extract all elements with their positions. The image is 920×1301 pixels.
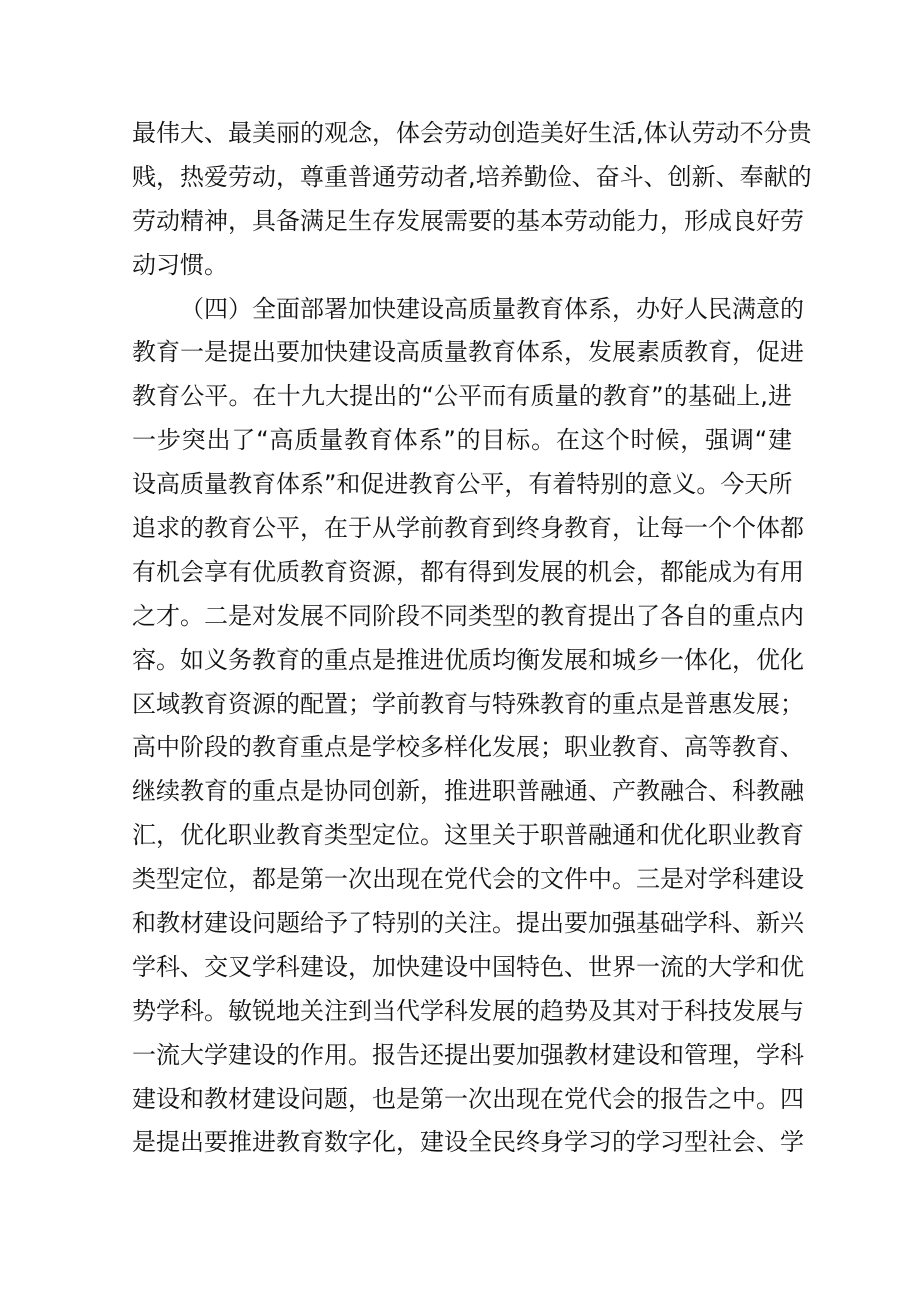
text-line: 动习惯。 [132, 250, 228, 279]
text-line: 之才。二是对发展不同阶段不同类型的教育提出了各自的重点内 [132, 601, 804, 630]
text-line: 教育一是提出要加快建设高质量教育体系，发展素质教育，促进 [132, 338, 804, 367]
text-line: 和教材建设问题给予了特别的关注。提出要加强基础学科、新兴 [132, 909, 804, 938]
text-line: 势学科。敏锐地关注到当代学科发展的趋势及其对于科技发展与 [132, 996, 804, 1025]
text-line: 劳动精神，具备满足生存发展需要的基本劳动能力，形成良好劳 [132, 206, 804, 235]
text-line: 贱，热爱劳动，尊重普通劳动者,培养勤俭、奋斗、创新、奉献的 [132, 162, 812, 191]
text-line: 追求的教育公平，在于从学前教育到终身教育，让每一个个体都 [132, 514, 804, 543]
text-line: 教育公平。在十九大提出的“公平而有质量的教育”的基础上,进 [132, 382, 792, 411]
text-line: 一流大学建设的作用。报告还提出要加强教材建设和管理，学科 [132, 1040, 804, 1069]
text-line: 最伟大、最美丽的观念，体会劳动创造美好生活,体认劳动不分贵 [132, 119, 812, 147]
document-body [132, 112, 812, 1165]
paragraph-2 [132, 288, 804, 1166]
text-line: 继续教育的重点是协同创新，推进职普融通、产教融合、科教融 [132, 777, 804, 806]
text-line: 学科、交叉学科建设，加快建设中国特色、世界一流的大学和优 [132, 952, 804, 981]
text-line: 区域教育资源的配置；学前教育与特殊教育的重点是普惠发展； [132, 689, 804, 718]
text-line: 一步突出了“高质量教育体系”的目标。在这个时候，强调“建 [132, 426, 792, 455]
text-line: 是提出要推进教育数字化，建设全民终身学习的学习型社会、学 [132, 1128, 804, 1157]
paragraph-1 [132, 112, 812, 288]
text-line: 容。如义务教育的重点是推进优质均衡发展和城乡一体化，优化 [132, 645, 804, 674]
text-line: 有机会享有优质教育资源，都有得到发展的机会，都能成为有用 [132, 557, 804, 586]
text-line: 设高质量教育体系”和促进教育公平，有着特别的意义。今天所 [132, 470, 793, 499]
text-line: （四）全面部署加快建设高质量教育体系，办好人民满意的 [180, 294, 804, 323]
text-line: 汇，优化职业教育类型定位。这里关于职普融通和优化职业教育 [132, 821, 804, 850]
text-line: 高中阶段的教育重点是学校多样化发展；职业教育、高等教育、 [132, 733, 804, 762]
text-line: 类型定位，都是第一次出现在党代会的文件中。三是对学科建设 [132, 865, 804, 894]
text-line: 建设和教材建设问题，也是第一次出现在党代会的报告之中。四 [132, 1084, 804, 1113]
